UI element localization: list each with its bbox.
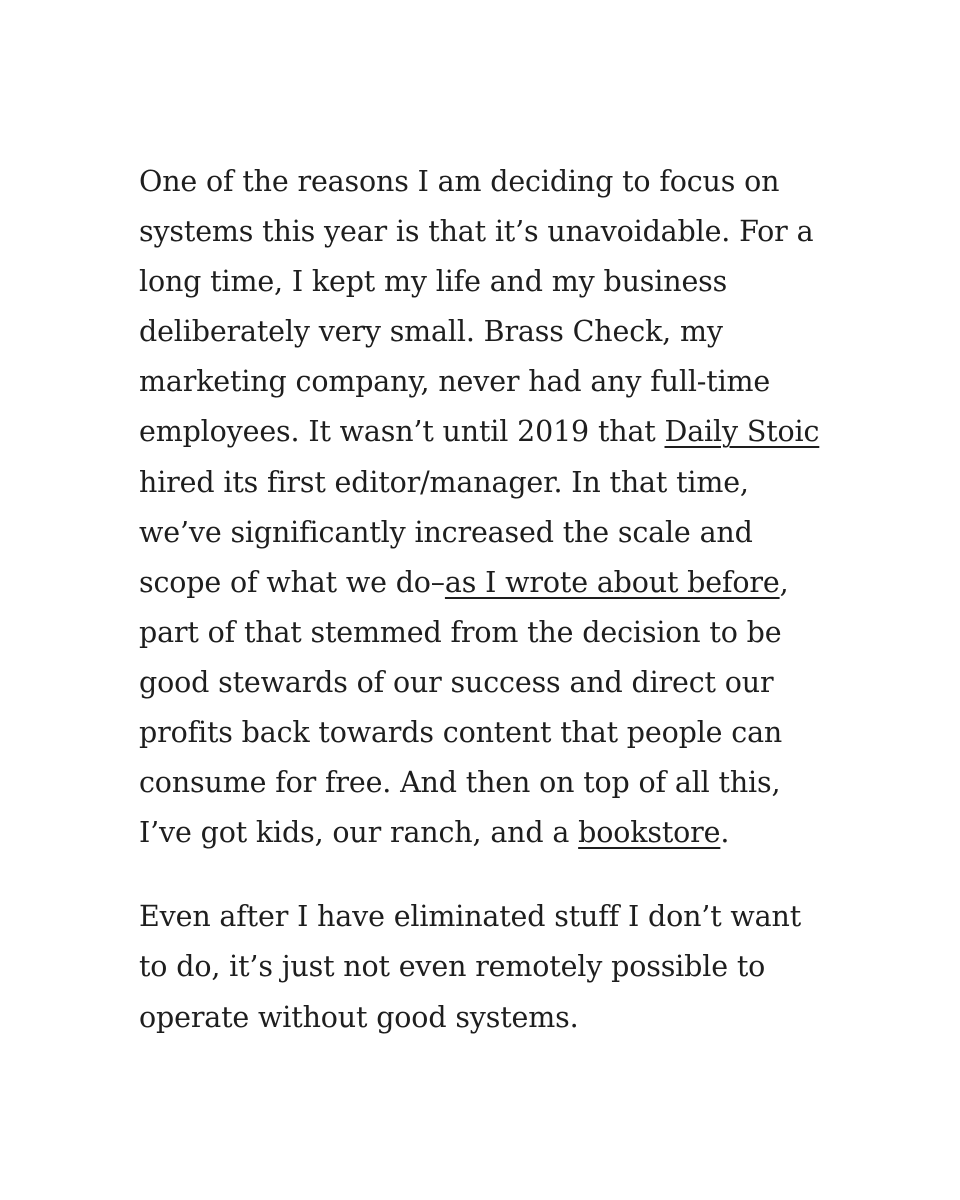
- daily-stoic-link[interactable]: Daily Stoic: [664, 415, 820, 449]
- bookstore-link[interactable]: bookstore: [578, 816, 721, 850]
- paragraph: Even after I have eliminated stuff I don’t want to do, it’s just not even remotely possible to operate without good systems.: [139, 900, 802, 1034]
- paragraph-text: .: [720, 816, 730, 850]
- article-body: [139, 157, 829, 1077]
- paragraph-text: hired its first editor/manager. In that time, we’ve significantly increased the scale and scope of what we do–: [139, 465, 753, 599]
- paragraph-text: One of the reasons I am deciding to focus on systems this year is that it’s unavoidable. For a long time, I kept my life and my business deliberately very small. Brass Check, my marketing company, never had any full-time employees. It wasn’t until 2019 that: [139, 165, 814, 449]
- wrote-about-before-link[interactable]: as I wrote about before: [444, 565, 780, 599]
- paragraph: [139, 157, 829, 858]
- paragraph-text: , part of that stemmed from the decision to be good stewards of our success and direct our profits back towards content that people can consume for free. And then on top of all this, I’ve got kids, our ranch, and a: [139, 565, 789, 850]
